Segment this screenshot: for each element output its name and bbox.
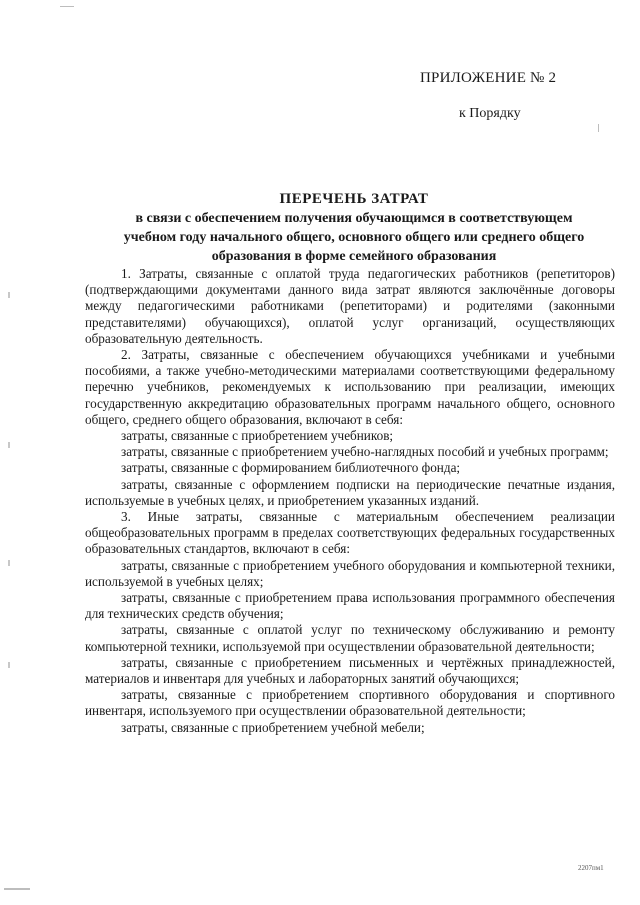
heading-line: в связи с обеспечением получения обучающимся в соответствующем xyxy=(135,211,573,226)
paragraph: 3. Иные затраты, связанные с материальным обеспечением реализации общеобразовательных программ в пределах соответствующих федеральных государственных образовательных стандартов, включают в себя: xyxy=(85,509,615,557)
paragraph: затраты, связанные с формированием библиотечного фонда; xyxy=(121,460,461,476)
paragraph: затраты, связанные с приобретением учебно-наглядных пособий и учебных программ; xyxy=(121,444,609,460)
scan-mark xyxy=(8,442,10,448)
footer-code: 2207пм1 xyxy=(578,864,604,872)
heading-line: образования в форме семейного образования xyxy=(211,249,497,264)
scan-artifact xyxy=(60,6,74,7)
document-heading xyxy=(88,190,620,266)
heading-title: ПЕРЕЧЕНЬ ЗАТРАТ xyxy=(279,191,429,207)
paragraph: затраты, связанные с приобретением учебников; xyxy=(121,428,394,444)
scan-mark xyxy=(8,292,10,298)
appendix-title: ПРИЛОЖЕНИЕ № 2 xyxy=(420,70,557,86)
scan-artifact xyxy=(4,888,30,890)
heading-line: учебном году начального общего, основного общего или среднего общего xyxy=(123,230,585,245)
scan-mark xyxy=(8,560,10,566)
scan-margin-marks xyxy=(8,0,14,905)
paragraph: затраты, связанные с приобретением учебного оборудования и компьютерной техники, используемой в учебных целях; xyxy=(85,557,615,589)
document-body xyxy=(85,266,615,736)
scan-artifact xyxy=(598,124,599,132)
paragraph: затраты, связанные с оплатой услуг по техническому обслуживанию и ремонту компьютерной техники, используемой при осуществлении образовательной деятельности; xyxy=(85,622,615,654)
paragraph: затраты, связанные с приобретением письменных и чертёжных принадлежностей, материалов и инвентаря для учебных и лабораторных занятий обучающихся; xyxy=(85,654,615,687)
paragraph: затраты, связанные с оформлением подписки на периодические печатные издания, используемые в учебных целях, и приобретением указанных изданий. xyxy=(85,476,615,508)
scan-mark xyxy=(8,662,10,668)
appendix-subtitle: к Порядку xyxy=(459,106,521,121)
paragraph: затраты, связанные с приобретением спортивного оборудования и спортивного инвентаря, используемого при осуществлении образовательной деятельности; xyxy=(85,687,615,719)
paragraph: 1. Затраты, связанные с оплатой труда педагогических работников (репетиторов) (подтверждающими документами данного вида затрат являются заключённые договоры между педагогическими работниками (репетиторами) и родителями (законными представителями) обучающихся), оплатой услуг организаций, осуществляющих образовательную деятельность. xyxy=(85,266,615,346)
paragraph: 2. Затраты, связанные с обеспечением обучающихся учебниками и учебными пособиями, а также учебно-методическими материалами соответствующими федеральному перечню учебников, рекомендуемых к использованию при реализации, имеющих государственную аккредитацию образовательных программ начального общего, основного общего, среднего общего образования, включают в себя: xyxy=(85,347,615,427)
paragraph: затраты, связанные с приобретением права использования программного обеспечения для технических средств обучения; xyxy=(85,590,615,622)
paragraph: затраты, связанные с приобретением учебной мебели; xyxy=(121,719,425,735)
